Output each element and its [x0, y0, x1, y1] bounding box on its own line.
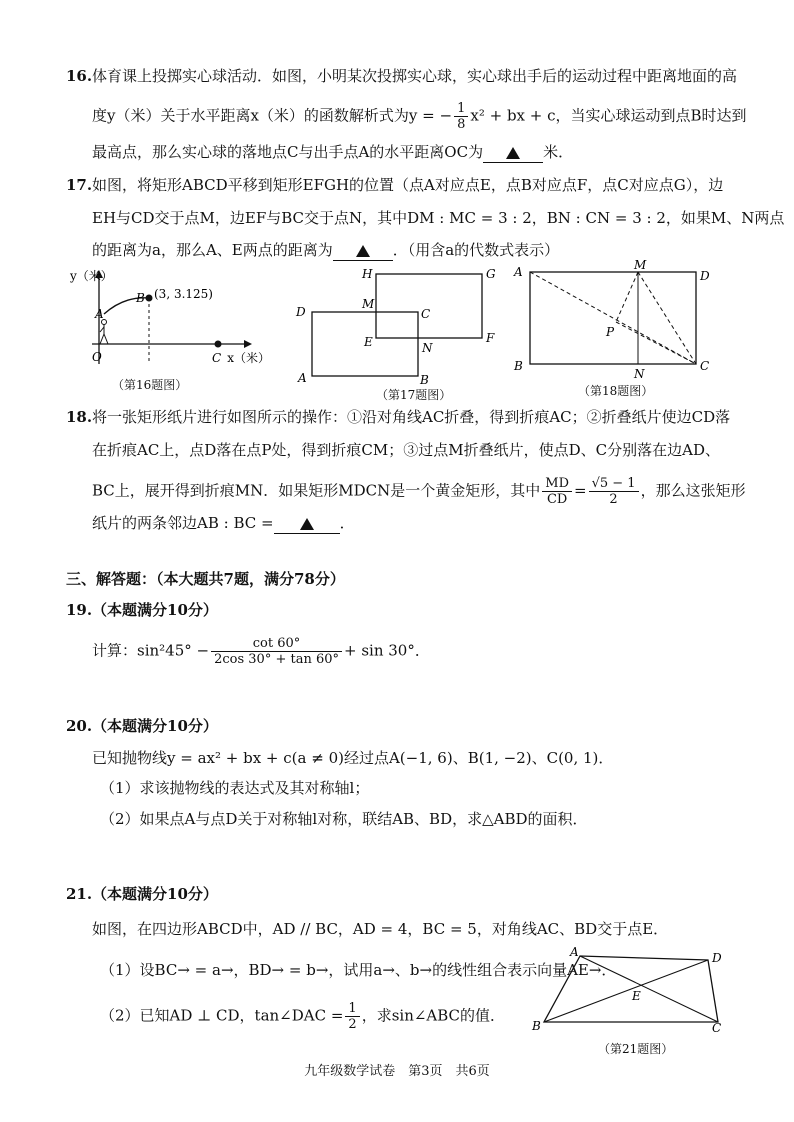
equals-sign: =	[574, 481, 587, 500]
fig18-diagonal-ac	[530, 272, 696, 364]
fig17-label-m: M	[362, 297, 375, 311]
figure-17-caption: （第17题图）	[376, 388, 452, 402]
figure-17	[290, 262, 505, 388]
question-19-expression	[92, 636, 430, 667]
question-19-expr-start: 计算：sin²45° −	[92, 641, 210, 660]
fig16-label-b: B	[136, 291, 145, 305]
question-18-line1: 将一张矩形纸片进行如图所示的操作：①沿对角线AC折叠，得到折痕AC；②折叠纸片使边CD落	[92, 408, 731, 426]
question-17-line3a: 的距离为a，那么A、E两点的距离为	[92, 241, 333, 259]
fig17-label-n: N	[422, 341, 433, 355]
fig16-x-label: C x（米）	[212, 351, 270, 365]
question-21-part2b: ，求sin∠ABC的值．	[361, 1006, 506, 1025]
question-20-part2: （2）如果点A与点D关于对称轴l对称，联结AB、BD，求△ABD的面积．	[100, 810, 588, 828]
fig21-diagonal-ac	[580, 956, 718, 1022]
fig16-point-b	[146, 295, 153, 302]
question-20-part1: （1）求该抛物线的表达式及其对称轴l；	[100, 779, 370, 797]
fig17-label-h: H	[362, 267, 373, 281]
fig18-label-d: D	[700, 269, 710, 283]
triangle-marker-icon	[506, 147, 520, 159]
fig21-label-c: C	[712, 1021, 722, 1035]
fig18-label-a: A	[514, 265, 523, 279]
fig16-x-arrow-icon	[244, 340, 252, 348]
fig21-label-b: B	[532, 1019, 541, 1033]
fraction-cot60: $\frac{\cot 60^\circ}{2\cos 30^\circ + \tan 60^\circ}$	[211, 636, 342, 667]
figure-16-caption: （第16题图）	[112, 378, 188, 392]
fraction-md-cd: $\frac{MD}{CD}$	[542, 476, 572, 507]
question-18-line4	[92, 513, 355, 534]
question-20-number: 20.	[66, 717, 93, 735]
page-footer: 九年级数学试卷 第3页 共6页	[304, 1064, 490, 1079]
figure-18-caption: （第18题图）	[578, 384, 654, 398]
question-19-title: （本题满分10分）	[92, 601, 218, 619]
question-21-title: （本题满分10分）	[92, 885, 218, 903]
fig17-label-g: G	[486, 267, 496, 281]
section-3-heading: 三、解答题：（本大题共7题，满分78分）	[66, 570, 345, 588]
triangle-marker-icon	[300, 518, 314, 530]
figure-16	[62, 266, 270, 376]
question-21-part1: （1）设BC→ = a→，BD→ = b→，试用a→、b→的线性组合表示向量AE→．	[100, 961, 617, 979]
fraction-golden-ratio: $\frac{√5 - 1}{2}$	[589, 476, 639, 507]
figure-18	[508, 258, 718, 382]
fig18-label-p: P	[606, 325, 615, 339]
question-21-number: 21.	[66, 885, 93, 903]
fig17-label-d: D	[296, 305, 306, 319]
question-16-line3	[92, 142, 573, 163]
fig17-label-e: E	[364, 335, 373, 349]
fraction-one-half: $\frac{1}{2}$	[345, 1001, 359, 1032]
question-19-number: 19.	[66, 601, 93, 619]
question-17-line1: 如图，将矩形ABCD平移到矩形EFGH的位置（点A对应点E，点B对应点F，点C对应点G），边	[92, 176, 724, 194]
fig18-label-n: N	[634, 367, 645, 381]
fig18-label-b: B	[514, 359, 523, 373]
answer-blank-18[interactable]	[274, 513, 340, 534]
question-21-part2	[100, 1001, 505, 1032]
question-17-number: 17.	[66, 176, 93, 194]
fig16-y-label: y（米）	[70, 269, 113, 283]
question-21-line1: 如图，在四边形ABCD中，AD // BC，AD = 4，BC = 5，对角线AC、BD交于点E．	[92, 920, 669, 938]
question-18-line4a: 纸片的两条邻边AB : BC =	[92, 514, 274, 532]
question-16-line2b: x² + bx + c，当实心球运动到点B时达到	[470, 106, 747, 125]
question-20-title: （本题满分10分）	[92, 717, 218, 735]
question-16-number: 16.	[66, 67, 93, 85]
fig18-segment-mp	[616, 272, 638, 322]
fig21-label-e: E	[632, 989, 641, 1003]
question-17-line2: EH与CD交于点M，边EF与BC交于点N，其中DM : MC = 3 : 2，BN : CN = 3 : 2，如果M、N两点	[92, 209, 785, 227]
fig17-rect-efgh	[376, 274, 482, 338]
question-21-part2a: （2）已知AD ⊥ CD，tan∠DAC =	[100, 1006, 344, 1025]
question-16-line3a: 最高点，那么实心球的落地点C与出手点A的水平距离OC为	[92, 143, 484, 161]
fig16-label-o: O	[92, 350, 102, 364]
question-16-line3b: 米．	[543, 143, 574, 161]
fig17-label-c: C	[421, 307, 431, 321]
fig16-b-coordinates: (3, 3.125)	[154, 287, 213, 301]
question-20-line1: 已知抛物线y = ax² + bx + c(a ≠ 0)经过点A(−1, 6)、B(1, −2)、C(0, 1)．	[92, 749, 614, 767]
question-19-expr-end: + sin 30°．	[344, 641, 430, 660]
fig17-label-b: B	[420, 373, 429, 387]
answer-blank-16[interactable]	[483, 142, 543, 163]
fig21-diagonal-bd	[544, 960, 708, 1022]
question-17-line3b: ．（用含a的代数式表示）	[392, 241, 560, 259]
fig17-label-a: A	[298, 371, 307, 385]
question-16-line2	[92, 101, 747, 132]
question-18-line3a: BC上，展开得到折痕MN．如果矩形MDCN是一个黄金矩形，其中	[92, 481, 541, 500]
fig18-crease-cm	[638, 272, 696, 364]
stick-figure-leg-left	[100, 334, 104, 344]
question-18-number: 18.	[66, 408, 93, 426]
fig18-label-c: C	[700, 359, 710, 373]
fig18-label-m: M	[634, 258, 647, 272]
question-18-line3	[92, 476, 746, 507]
fig17-label-f: F	[486, 331, 495, 345]
stick-figure-leg-right	[104, 334, 108, 344]
question-16-line1: 体育课上投掷实心球活动．如图，小明某次投掷实心球，实心球出手后的运动过程中距离地面的高	[92, 67, 738, 85]
question-18-line2: 在折痕AC上，点D落在点P处，得到折痕CM；③过点M折叠纸片，使点D、C分别落在边AD、	[92, 441, 720, 459]
question-18-line4b: ．	[339, 514, 355, 532]
answer-blank-17[interactable]	[333, 240, 393, 261]
fig21-label-a: A	[570, 945, 579, 959]
question-17-line3	[92, 240, 559, 261]
fig21-label-d: D	[712, 951, 722, 965]
figure-21-caption: （第21题图）	[598, 1042, 674, 1056]
figure-21	[526, 942, 726, 1036]
fraction-one-eighth: $\frac{1}{8}$	[454, 101, 468, 132]
question-16-line2a: 度y（米）关于水平距离x（米）的函数解析式为y = −	[92, 106, 453, 125]
question-18-line3b: ，那么这张矩形	[640, 481, 746, 500]
fig16-point-c	[215, 341, 222, 348]
fig16-label-a: A	[95, 307, 104, 321]
triangle-marker-icon	[356, 245, 370, 257]
stick-figure-arm	[100, 327, 104, 332]
